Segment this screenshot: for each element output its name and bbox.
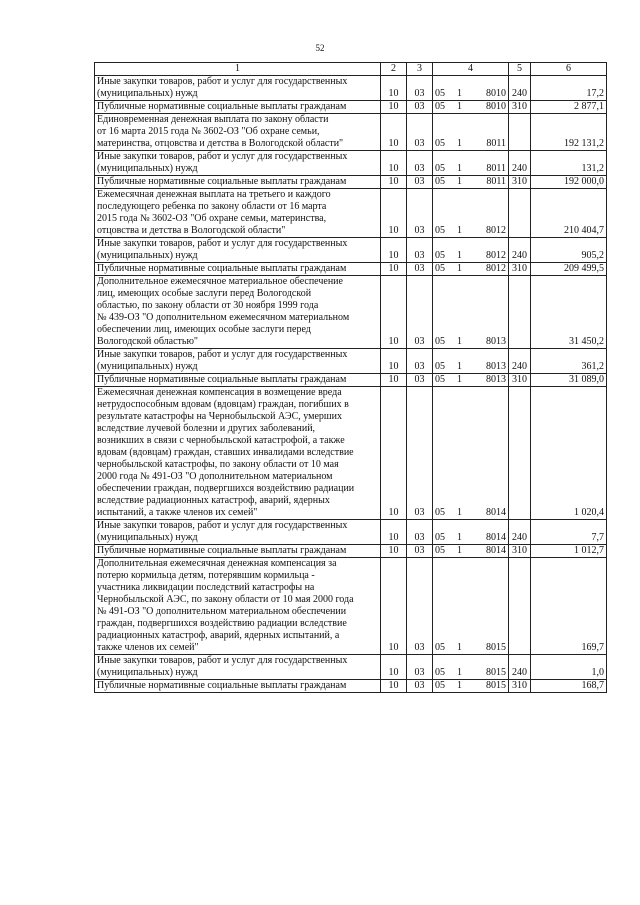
subprogram-code: 1 (455, 680, 465, 693)
column-header: 1 (95, 63, 381, 76)
program-code: 05 (433, 558, 455, 655)
subprogram-code: 1 (455, 114, 465, 151)
subprogram-code: 1 (455, 101, 465, 114)
subprogram-code: 1 (455, 176, 465, 189)
subsection-code: 03 (407, 263, 433, 276)
program-code: 05 (433, 263, 455, 276)
table-row (95, 189, 607, 238)
amount: 1,0 (531, 655, 607, 680)
subsection-code: 03 (407, 558, 433, 655)
program-code: 05 (433, 276, 455, 349)
direction-code: 8014 (465, 545, 509, 558)
amount: 361,2 (531, 349, 607, 374)
expense-type-code (509, 276, 531, 349)
subprogram-code: 1 (455, 263, 465, 276)
column-header: 4 (433, 63, 509, 76)
row-name: Иные закупки товаров, работ и услуг для государственных (муниципальных) нужд (95, 151, 381, 176)
program-code: 05 (433, 238, 455, 263)
amount: 168,7 (531, 680, 607, 693)
direction-code: 8014 (465, 520, 509, 545)
row-name: Публичные нормативные социальные выплаты гражданам (95, 176, 381, 189)
section-code: 10 (381, 520, 407, 545)
subsection-code: 03 (407, 76, 433, 101)
subprogram-code: 1 (455, 349, 465, 374)
amount: 131,2 (531, 151, 607, 176)
direction-code: 8013 (465, 374, 509, 387)
expense-type-code: 310 (509, 545, 531, 558)
row-name: Публичные нормативные социальные выплаты гражданам (95, 101, 381, 114)
expense-type-code: 240 (509, 151, 531, 176)
subsection-code: 03 (407, 189, 433, 238)
subsection-code: 03 (407, 680, 433, 693)
amount: 209 499,5 (531, 263, 607, 276)
section-code: 10 (381, 114, 407, 151)
section-code: 10 (381, 387, 407, 520)
direction-code: 8012 (465, 189, 509, 238)
subsection-code: 03 (407, 655, 433, 680)
table-row (95, 545, 607, 558)
section-code: 10 (381, 545, 407, 558)
amount: 17,2 (531, 76, 607, 101)
subsection-code: 03 (407, 545, 433, 558)
column-header: 5 (509, 63, 531, 76)
direction-code: 8012 (465, 238, 509, 263)
program-code: 05 (433, 387, 455, 520)
subsection-code: 03 (407, 114, 433, 151)
section-code: 10 (381, 238, 407, 263)
table-row (95, 655, 607, 680)
direction-code: 8012 (465, 263, 509, 276)
table-row (95, 558, 607, 655)
direction-code: 8015 (465, 680, 509, 693)
column-header: 2 (381, 63, 407, 76)
column-header: 3 (407, 63, 433, 76)
subsection-code: 03 (407, 349, 433, 374)
expense-type-code: 310 (509, 263, 531, 276)
table-row (95, 238, 607, 263)
amount: 905,2 (531, 238, 607, 263)
program-code: 05 (433, 76, 455, 101)
direction-code: 8014 (465, 387, 509, 520)
subprogram-code: 1 (455, 189, 465, 238)
subprogram-code: 1 (455, 151, 465, 176)
amount: 192 131,2 (531, 114, 607, 151)
direction-code: 8011 (465, 151, 509, 176)
program-code: 05 (433, 655, 455, 680)
amount: 7,7 (531, 520, 607, 545)
program-code: 05 (433, 545, 455, 558)
row-name: Публичные нормативные социальные выплаты гражданам (95, 680, 381, 693)
expense-type-code: 240 (509, 520, 531, 545)
subprogram-code: 1 (455, 76, 465, 101)
expense-type-code (509, 387, 531, 520)
table-header-row (95, 63, 607, 76)
row-name: Дополнительное ежемесячное материальное обеспечение лиц, имеющих особые заслуги перед Вологодской областью, по закону области от 30 ноября 1999 года № 439-ОЗ "О дополнительном ежемесячном материальном обеспечении лиц, имеющих особые заслуги перед Вологодской областью" (95, 276, 381, 349)
subsection-code: 03 (407, 387, 433, 520)
direction-code: 8011 (465, 114, 509, 151)
table-row (95, 151, 607, 176)
table-row (95, 114, 607, 151)
subprogram-code: 1 (455, 655, 465, 680)
section-code: 10 (381, 349, 407, 374)
table-row (95, 176, 607, 189)
subprogram-code: 1 (455, 387, 465, 520)
row-name: Иные закупки товаров, работ и услуг для государственных (муниципальных) нужд (95, 238, 381, 263)
table-row (95, 680, 607, 693)
row-name: Иные закупки товаров, работ и услуг для государственных (муниципальных) нужд (95, 349, 381, 374)
amount: 31 450,2 (531, 276, 607, 349)
amount: 1 012,7 (531, 545, 607, 558)
direction-code: 8010 (465, 101, 509, 114)
section-code: 10 (381, 189, 407, 238)
subprogram-code: 1 (455, 374, 465, 387)
program-code: 05 (433, 520, 455, 545)
row-name: Дополнительная ежемесячная денежная компенсация за потерю кормильца детям, потерявшим кормильца - участника ликвидации последствий катастрофы на Чернобыльской АЭС, по закону области от 10 мая 2000 года № 491-ОЗ "О дополнительном материальном обеспечении граждан, подвергшихся воздействию радиации вследствие радиационных катастроф, аварий, ядерных испытаний, а также членов их семей" (95, 558, 381, 655)
row-name: Иные закупки товаров, работ и услуг для государственных (муниципальных) нужд (95, 76, 381, 101)
expense-type-code: 310 (509, 680, 531, 693)
section-code: 10 (381, 680, 407, 693)
row-name: Публичные нормативные социальные выплаты гражданам (95, 374, 381, 387)
table-row (95, 349, 607, 374)
row-name: Единовременная денежная выплата по закону области от 16 марта 2015 года № 3602-ОЗ "Об охране семьи, материнства, отцовства и детства в Вологодской области" (95, 114, 381, 151)
program-code: 05 (433, 374, 455, 387)
section-code: 10 (381, 374, 407, 387)
section-code: 10 (381, 101, 407, 114)
expense-type-code: 240 (509, 655, 531, 680)
direction-code: 8013 (465, 349, 509, 374)
amount: 169,7 (531, 558, 607, 655)
section-code: 10 (381, 151, 407, 176)
subprogram-code: 1 (455, 558, 465, 655)
subprogram-code: 1 (455, 238, 465, 263)
page-number: 52 (315, 43, 325, 53)
budget-table (94, 62, 607, 693)
amount: 2 877,1 (531, 101, 607, 114)
section-code: 10 (381, 76, 407, 101)
expense-type-code (509, 189, 531, 238)
subprogram-code: 1 (455, 545, 465, 558)
amount: 31 089,0 (531, 374, 607, 387)
subsection-code: 03 (407, 276, 433, 349)
subprogram-code: 1 (455, 276, 465, 349)
table-row (95, 520, 607, 545)
section-code: 10 (381, 176, 407, 189)
expense-type-code: 240 (509, 238, 531, 263)
table-row (95, 76, 607, 101)
expense-type-code (509, 558, 531, 655)
section-code: 10 (381, 263, 407, 276)
program-code: 05 (433, 349, 455, 374)
table-row (95, 387, 607, 520)
subsection-code: 03 (407, 374, 433, 387)
expense-type-code: 310 (509, 101, 531, 114)
expense-type-code: 240 (509, 76, 531, 101)
section-code: 10 (381, 558, 407, 655)
program-code: 05 (433, 151, 455, 176)
program-code: 05 (433, 680, 455, 693)
direction-code: 8011 (465, 176, 509, 189)
amount: 210 404,7 (531, 189, 607, 238)
subsection-code: 03 (407, 238, 433, 263)
section-code: 10 (381, 276, 407, 349)
row-name: Публичные нормативные социальные выплаты гражданам (95, 545, 381, 558)
direction-code: 8015 (465, 655, 509, 680)
expense-type-code (509, 114, 531, 151)
column-header: 6 (531, 63, 607, 76)
table-row (95, 263, 607, 276)
program-code: 05 (433, 101, 455, 114)
row-name: Ежемесячная денежная компенсация в возмещение вреда нетрудоспособным вдовам (вдовцам) граждан, погибших в результате катастрофы на Чернобыльской АЭС, умерших вследствие лучевой болезни и других заболеваний, возникших в связи с чернобыльской катастрофой, а также вдовам (вдовцам) граждан, ставших инвалидами вследствие чернобыльской катастрофы, по закону области от 10 мая 2000 года № 491-ОЗ "О дополнительном материальном обеспечении граждан, подвергшихся воздействию радиации вследствие радиационных катастроф, аварий, ядерных испытаний, а также членов их семей" (95, 387, 381, 520)
row-name: Публичные нормативные социальные выплаты гражданам (95, 263, 381, 276)
expense-type-code: 240 (509, 349, 531, 374)
amount: 192 000,0 (531, 176, 607, 189)
row-name: Иные закупки товаров, работ и услуг для государственных (муниципальных) нужд (95, 520, 381, 545)
direction-code: 8015 (465, 558, 509, 655)
program-code: 05 (433, 189, 455, 238)
subsection-code: 03 (407, 176, 433, 189)
row-name: Иные закупки товаров, работ и услуг для государственных (муниципальных) нужд (95, 655, 381, 680)
expense-type-code: 310 (509, 176, 531, 189)
subsection-code: 03 (407, 151, 433, 176)
row-name: Ежемесячная денежная выплата на третьего и каждого последующего ребенка по закону области от 16 марта 2015 года № 3602-ОЗ "Об охране семьи, материнства, отцовства и детства в Вологодской области" (95, 189, 381, 238)
direction-code: 8013 (465, 276, 509, 349)
program-code: 05 (433, 114, 455, 151)
expense-type-code: 310 (509, 374, 531, 387)
table-row (95, 374, 607, 387)
program-code: 05 (433, 176, 455, 189)
subsection-code: 03 (407, 520, 433, 545)
table-row (95, 276, 607, 349)
amount: 1 020,4 (531, 387, 607, 520)
section-code: 10 (381, 655, 407, 680)
direction-code: 8010 (465, 76, 509, 101)
subprogram-code: 1 (455, 520, 465, 545)
table-row (95, 101, 607, 114)
subsection-code: 03 (407, 101, 433, 114)
